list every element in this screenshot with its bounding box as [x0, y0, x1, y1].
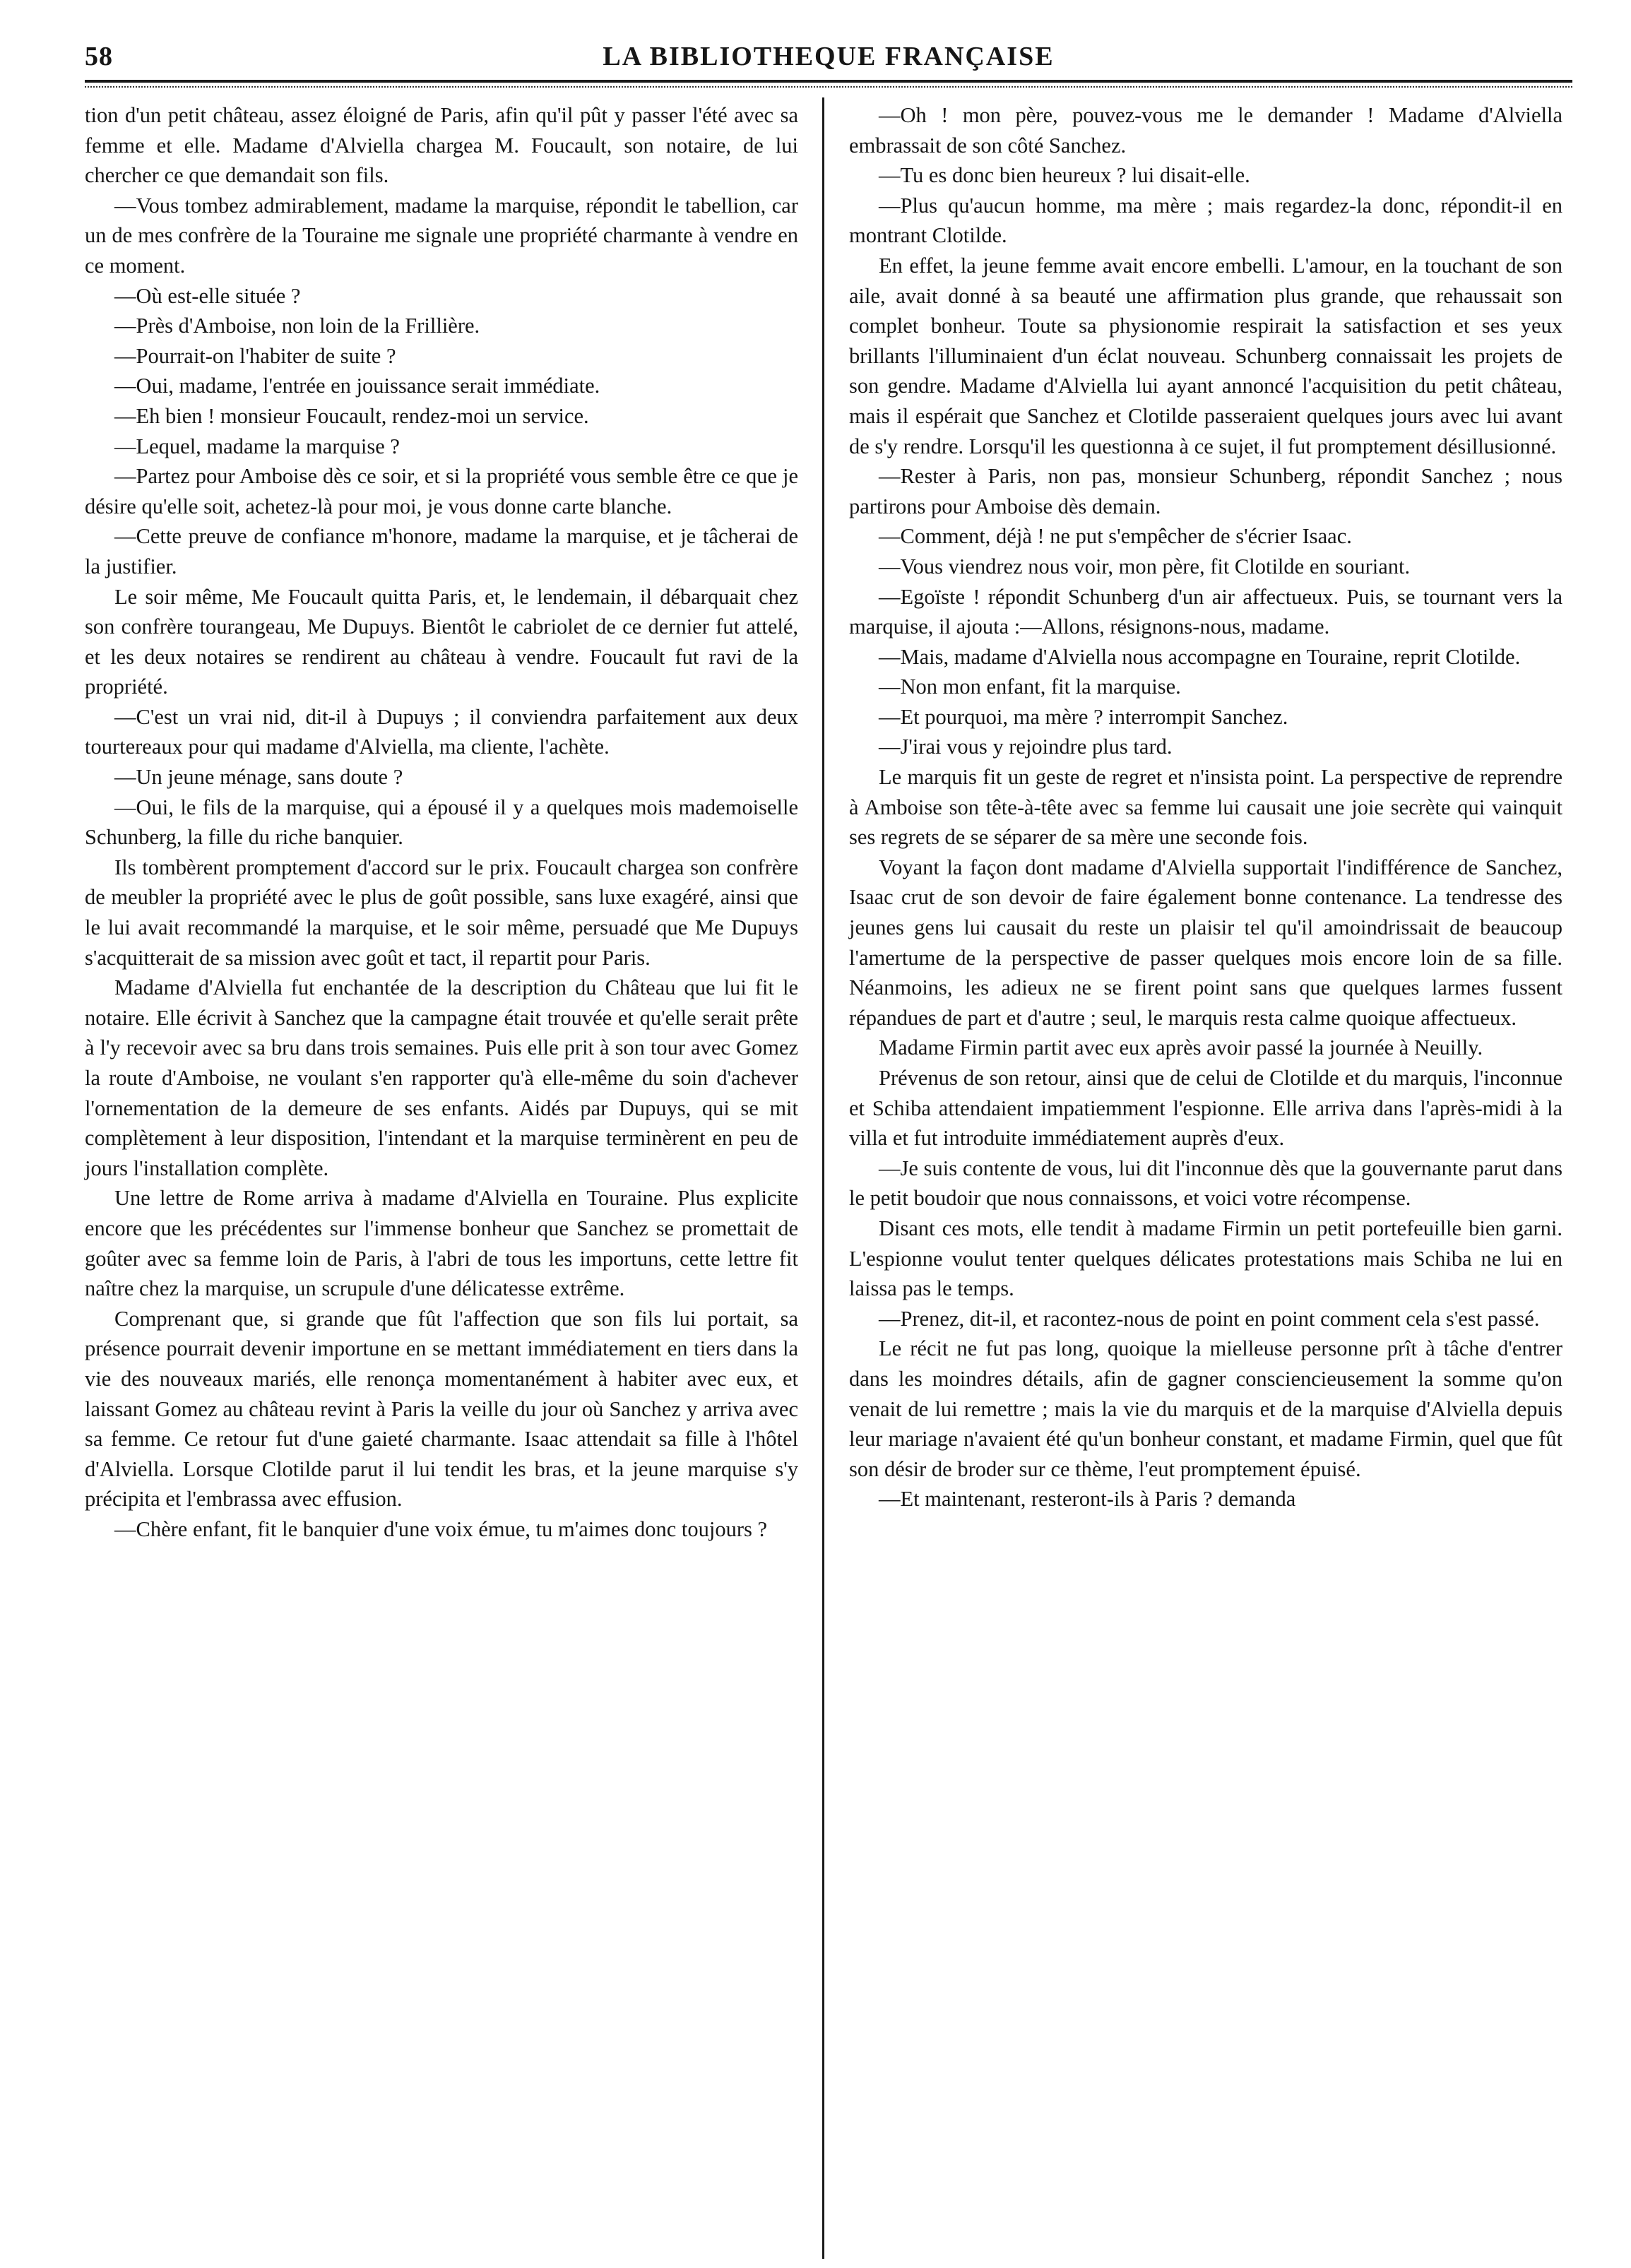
paragraph: —Egoïste ! répondit Schunberg d'un air affectueux. Puis, se tournant vers la marquise, il ajouta :—Allons, résignons-nous, madame.	[849, 584, 1562, 639]
page-header	[85, 34, 1572, 85]
paragraph: —Où est-elle située ?	[114, 283, 301, 308]
paragraph: —Plus qu'aucun homme, ma mère ; mais regardez-la donc, répondit-il en montrant Clotilde.	[849, 193, 1562, 248]
paragraph: Madame d'Alviella fut enchantée de la description du Château que lui fit le notaire. Elle écrivit à Sanchez que la campagne était trouvée et qu'elle serait prête à l'y recevoir avec sa bru dans trois semaines. Puis elle prit à son tour avec Gomez la route d'Amboise, ne voulant s'en rapporter qu'à elle-même du soin d'achever l'ornementation de la demeure de ses enfants. Aidés par Dupuys, qui se mit complètement à leur disposition, l'intendant et la marquise terminèrent en peu de jours l'installation complète.	[85, 975, 798, 1180]
paragraph: —J'irai vous y rejoindre plus tard.	[879, 735, 1173, 759]
header-rule	[85, 80, 1572, 83]
paragraph: Prévenus de son retour, ainsi que de celui de Clotilde et du marquis, l'inconnue et Schiba attendaient impatiemment l'espionne. Elle arriva dans l'après-midi à la villa et fut introduite immédiatement auprès d'eux.	[849, 1066, 1562, 1151]
paragraph: —Partez pour Amboise dès ce soir, et si la propriété vous semble être ce que je désire qu'elle soit, achetez-là pour moi, je vous donne carte blanche.	[85, 464, 798, 518]
paragraph: —C'est un vrai nid, dit-il à Dupuys ; il conviendra parfaitement aux deux tourtereaux pour qui madame d'Alviella, ma cliente, l'achète.	[85, 704, 798, 759]
paragraph: —Cette preuve de confiance m'honore, madame la marquise, et je tâcherai de la justifier.	[85, 524, 798, 578]
paragraph: —Je suis contente de vous, lui dit l'inconnue dès que la gouvernante parut dans le petit boudoir que nous connaissons, et voici votre récompense.	[849, 1156, 1562, 1211]
paragraph: —Vous viendrez nous voir, mon père, fit Clotilde en souriant.	[879, 554, 1411, 578]
paragraph: Comprenant que, si grande que fût l'affection que son fils lui portait, sa présence pourrait devenir importune en se mettant immédiatement en tiers dans la vie des nouveaux mariés, elle renonça momentanément à habiter avec eux, et laissant Gomez au château revint à Paris la veille du jour où Sanchez y arriva avec sa femme. Ce retour fut d'une gaieté charmante. Isaac attendait sa fille à l'hôtel d'Alviella. Lorsque Clotilde parut il lui tendit les bras, et la jeune marquise s'y précipita et l'embrassa avec effusion.	[85, 1306, 798, 1512]
paragraph: —Et maintenant, resteront-ils à Paris ? demanda	[879, 1487, 1296, 1512]
paragraph: —Oui, le fils de la marquise, qui a épousé il y a quelques mois mademoiselle Schunberg, la fille du riche banquier.	[85, 795, 798, 850]
paragraph: —Chère enfant, fit le banquier d'une voix émue, tu m'aimes donc toujours ?	[114, 1516, 768, 1541]
paragraph: —Pourrait-on l'habiter de suite ?	[114, 343, 396, 368]
paragraph: Le marquis fit un geste de regret et n'insista point. La perspective de reprendre à Amboise son tête-à-tête avec sa femme lui causait une joie secrète qui vainquit ses regrets de se séparer de sa mère une seconde fois.	[849, 765, 1562, 850]
paragraph: Ils tombèrent promptement d'accord sur le prix. Foucault chargea son confrère de meubler la propriété avec le plus de goût possible, sans luxe exagéré, ainsi que le lui avait recommandé la marquise, et le soir même, persuadé que Me Dupuys s'acquitterait de sa mission avec goût et tact, il repartit pour Paris.	[85, 855, 798, 970]
paragraph: —Oh ! mon père, pouvez-vous me le demander ! Madame d'Alviella embrassait de son côté Sanchez.	[849, 103, 1562, 158]
paragraph: tion d'un petit château, assez éloigné de Paris, afin qu'il pût y passer l'été avec sa femme et elle. Madame d'Alviella chargea M. Foucault, son notaire, de lui chercher ce que demandait son fils.	[85, 103, 798, 188]
paragraph: Madame Firmin partit avec eux après avoir passé la journée à Neuilly.	[879, 1035, 1483, 1060]
paragraph: —Prenez, dit-il, et racontez-nous de point en point comment cela s'est passé.	[879, 1306, 1540, 1331]
paragraph: —Comment, déjà ! ne put s'empêcher de s'écrier Isaac.	[879, 524, 1352, 549]
paragraph: Le soir même, Me Foucault quitta Paris, et, le lendemain, il débarquait chez son confrère tourangeau, Me Dupuys. Bientôt le cabriolet de ce dernier fut attelé, et les deux notaires se rendirent au château à vendre. Foucault fut ravi de la propriété.	[85, 584, 798, 699]
paragraph: —Près d'Amboise, non loin de la Frillière.	[114, 314, 480, 338]
paragraph: —Mais, madame d'Alviella nous accompagne en Touraine, reprit Clotilde.	[879, 644, 1521, 669]
text-columns	[85, 100, 1572, 2259]
paragraph: —Lequel, madame la marquise ?	[114, 434, 400, 458]
paragraph: —Et pourquoi, ma mère ? interrompit Sanchez.	[879, 704, 1288, 729]
paragraph: Voyant la façon dont madame d'Alviella supportait l'indifférence de Sanchez, Isaac crut de son devoir de faire également bonne contenance. La tendresse des jeunes gens lui causait du reste un plaisir tel qu'il amoindrissait de beaucoup l'amertume de la perspective de passer quelques mois encore loin de sa fille. Néanmoins, les adieux ne se firent point sans que quelques larmes fussent répandues de part et d'autre ; seul, le marquis resta calme quoique affectueux.	[849, 855, 1562, 1030]
newspaper-page	[85, 34, 1572, 2259]
paragraph: —Vous tombez admirablement, madame la marquise, répondit le tabellion, car un de mes confrère de la Touraine me signale une propriété charmante à vendre en ce moment.	[85, 193, 798, 278]
right-column	[849, 100, 1562, 1514]
paragraph: —Oui, madame, l'entrée en jouissance serait immédiate.	[114, 374, 600, 398]
column-divider	[822, 97, 824, 2259]
paragraph: —Non mon enfant, fit la marquise.	[879, 675, 1181, 699]
paragraph: Disant ces mots, elle tendit à madame Firmin un petit portefeuille bien garni. L'espionne voulut tenter quelques délicates protestations mais Schiba ne lui en laissa pas le temps.	[849, 1216, 1562, 1301]
paragraph: Une lettre de Rome arriva à madame d'Alviella en Touraine. Plus explicite encore que les précédentes sur l'immense bonheur que Sanchez se promettait de goûter avec sa femme loin de Paris, à l'abri de tous les importuns, cette lettre fit naître chez la marquise, un scrupule d'une délicatesse extrême.	[85, 1186, 798, 1301]
left-column	[85, 100, 798, 1545]
paragraph: Le récit ne fut pas long, quoique la mielleuse personne prît à tâche d'entrer dans les moindres détails, afin de gagner consciencieusement la somme qu'on venait de lui remettre ; mais la vie du marquis et de la marquise d'Alviella depuis leur mariage n'avaient été qu'un bonheur constant, et madame Firmin, quel que fût son désir de broder sur ce thème, l'eut promptement épuisé.	[849, 1336, 1562, 1481]
paragraph: —Un jeune ménage, sans doute ?	[114, 765, 403, 790]
paragraph: —Rester à Paris, non pas, monsieur Schunberg, répondit Sanchez ; nous partirons pour Amboise dès demain.	[849, 464, 1562, 518]
page-number: 58	[85, 42, 113, 71]
paragraph: En effet, la jeune femme avait encore embelli. L'amour, en la touchant de son aile, avait donné à sa beauté une affirmation plus grande, que rehaussait son complet bonheur. Toute sa physionomie respirait la satisfaction et ses yeux brillants l'illuminaient d'un éclat nouveau. Schunberg connaissait les projets de son gendre. Madame d'Alviella lui ayant annoncé l'acquisition du petit château, mais il espérait que Sanchez et Clotilde passeraient quelques jours avec lui avant de s'y rendre. Lorsqu'il les questionna à ce sujet, il fut promptement désillusionné.	[849, 253, 1562, 458]
running-title: LA BIBLIOTHEQUE FRANÇAISE	[603, 42, 1055, 71]
header-dotted-rule	[85, 86, 1572, 88]
paragraph: —Eh bien ! monsieur Foucault, rendez-moi un service.	[114, 403, 589, 428]
paragraph: —Tu es donc bien heureux ? lui disait-elle.	[879, 163, 1250, 188]
